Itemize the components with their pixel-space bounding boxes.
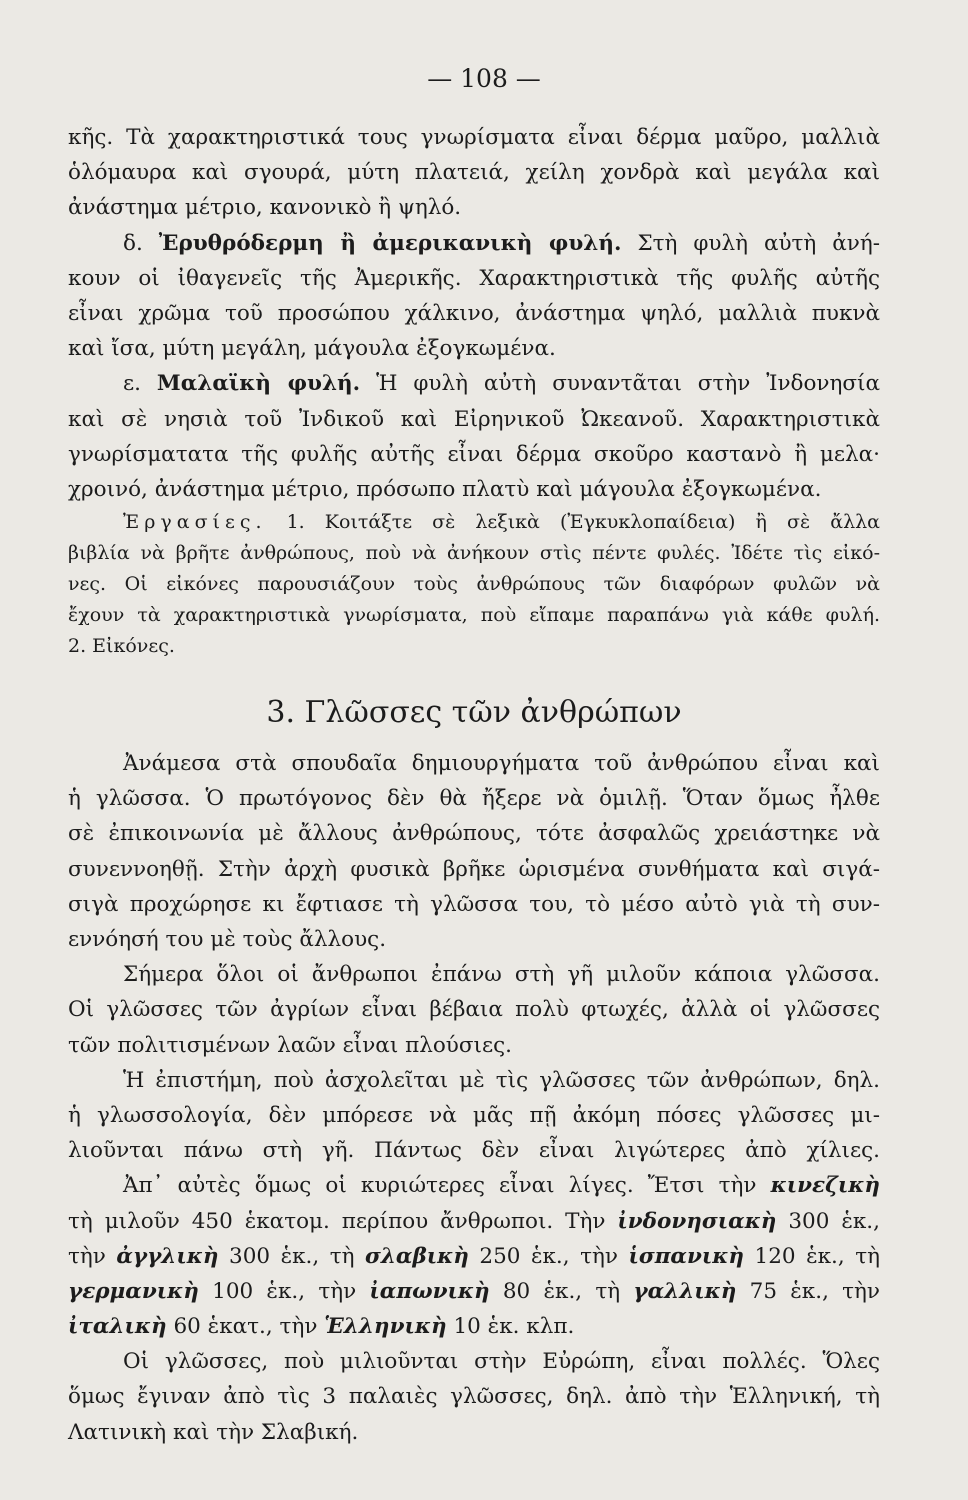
- text-span: 1. Κοιτάξτε σὲ λεξικὰ (Ἐγκυκλοπαίδεια) ἢ σὲ ἄλλα: [266, 511, 880, 534]
- language-italian: ἰταλικὴ: [68, 1314, 167, 1340]
- text-line: κῆς. Τὰ χαρακτηριστικά τους γνωρίσματα εἶναι δέρμα μαῦρο, μαλλιὰ: [68, 125, 880, 150]
- text-line: [68, 1239, 880, 1274]
- text-span: Ἡ φυλὴ αὐτὴ συναντᾶται στὴν Ἰνδονησία: [360, 371, 880, 397]
- text-line: τῶν πολιτισμένων λαῶν εἶναι πλούσιες.: [68, 1032, 512, 1058]
- text-span: 120 ἑκ., τὴ: [744, 1243, 881, 1269]
- text-line: Ἡ ἐπιστήμη, ποὺ ἀσχολεῖται μὲ τὶς γλῶσσες τῶν ἀνθρώπων, δηλ.: [123, 1067, 880, 1093]
- subheading-red-race: Ἐρυθρόδερμη ἢ ἀμερικανικὴ φυλή.: [158, 230, 622, 256]
- language-indonesian: ἰνδονησιακὴ: [617, 1208, 777, 1234]
- text-line: Ἀνάμεσα στὰ σπουδαῖα δημιουργήματα τοῦ ἀνθρώπου εἶναι καὶ: [123, 751, 880, 777]
- text-span: Ἀπ᾿ αὐτὲς ὅμως οἱ κυριώτερες εἶναι λίγες. Ἔτσι τὴν: [123, 1173, 771, 1199]
- text-span: 300 ἑκ.,: [776, 1208, 880, 1234]
- text-span: 300 ἑκ., τὴ: [218, 1243, 365, 1269]
- list-marker: ε.: [123, 371, 157, 397]
- language-french: γαλλικὴ: [633, 1278, 737, 1304]
- text-line: [68, 1168, 880, 1203]
- language-japanese: ἰαπωνικὴ: [369, 1278, 490, 1304]
- text-line: Λατινικὴ καὶ τὴν Σλαβική.: [68, 1419, 359, 1445]
- text-line: [68, 1274, 880, 1309]
- text-line: νες. Οἱ εἰκόνες παρουσιάζουν τοὺς ἀνθρώπους τῶν διαφόρων φυλῶν νὰ: [68, 573, 880, 596]
- text-span: Στὴ φυλὴ αὐτὴ ἀνή-: [621, 230, 880, 256]
- text-line: Σήμερα ὅλοι οἱ ἄνθρωποι ἐπάνω στὴ γῆ μιλοῦν κάποια γλῶσσα.: [123, 962, 880, 988]
- language-english: ἀγγλικὴ: [116, 1243, 219, 1269]
- text-span: 100 ἑκ., τὴν: [198, 1278, 370, 1304]
- text-line: [68, 366, 880, 401]
- text-line: ὁλόμαυρα καὶ σγουρά, μύτη πλατειά, χείλη χονδρὰ καὶ μεγάλα καὶ: [68, 160, 880, 186]
- language-chinese: κινεζικὴ: [770, 1173, 880, 1199]
- language-german: γερμανικὴ: [68, 1278, 199, 1304]
- exercises-line: [68, 507, 880, 538]
- text-line: καὶ σὲ νησιὰ τοῦ Ἰνδικοῦ καὶ Εἰρηνικοῦ Ὠκεανοῦ. Χαρακτηριστικὰ: [68, 406, 880, 432]
- section-heading: 3. Γλῶσσες τῶν ἀνθρώπων: [266, 695, 682, 731]
- text-line: λιοῦνται πάνω στὴ γῆ. Πάντως δὲν εἶναι λιγώτερες ἀπὸ χίλιες.: [68, 1138, 880, 1164]
- page-number: — 108 —: [427, 64, 541, 93]
- text-span: τὴ μιλοῦν 450 ἑκατομ. περίπου ἄνθρωποι. Τὴν: [68, 1208, 618, 1234]
- subheading-malay-race: Μαλαϊκὴ φυλή.: [156, 371, 361, 397]
- text-line: ἡ γλωσσολογία, δὲν μπόρεσε νὰ μᾶς πῇ ἀκόμη πόσες γλῶσσες μι-: [68, 1102, 880, 1128]
- text-line: εννόησή του μὲ τοὺς ἄλλους.: [68, 927, 387, 952]
- text-line: ὅμως ἔγιναν ἀπὸ τὶς 3 παλαιὲς γλῶσσες, δηλ. ἀπὸ τὴν Ἑλληνική, τὴ: [68, 1384, 880, 1410]
- text-line: [68, 1309, 880, 1344]
- text-line: ἡ γλῶσσα. Ὁ πρωτόγονος δὲν θὰ ἤξερε νὰ ὁμιλῇ. Ὅταν ὅμως ἦλθε: [68, 786, 880, 812]
- text-span: 250 ἑκ., τὴν: [468, 1243, 629, 1269]
- text-line: 2. Εἰκόνες.: [68, 635, 175, 658]
- text-line: ἔχουν τὰ χαρακτηριστικὰ γνωρίσματα, ποὺ εἴπαμε παραπάνω γιὰ κάθε φυλή.: [68, 604, 880, 627]
- text-line: κουν οἱ ἰθαγενεῖς τῆς Ἀμερικῆς. Χαρακτηριστικὰ τῆς φυλῆς αὐτῆς: [68, 265, 880, 291]
- text-span: 60 ἑκατ., τὴν: [166, 1314, 325, 1340]
- text-line: ἀνάστημα μέτριο, κανονικὸ ἢ ψηλό.: [68, 195, 462, 221]
- text-line: καὶ ἴσα, μύτη μεγάλη, μάγουλα ἐξογκωμένα.: [68, 336, 556, 362]
- page-body: [68, 120, 880, 1450]
- text-line: χροινό, ἀνάστημα μέτριο, πρόσωπο πλατὺ καὶ μάγουλα ἐξογκωμένα.: [68, 476, 822, 502]
- text-line: βιβλία νὰ βρῆτε ἀνθρώπους, ποὺ νὰ ἀνήκουν στὶς πέντε φυλές. Ἰδέτε τὶς εἰκό-: [68, 542, 880, 565]
- text-span: 75 ἑκ., τὴν: [736, 1278, 880, 1304]
- text-line: εἶναι χρῶμα τοῦ προσώπου χάλκινο, ἀνάστημα ψηλό, μαλλιὰ πυκνὰ: [68, 300, 880, 326]
- language-spanish: ἱσπανικὴ: [628, 1243, 745, 1269]
- language-slavic: σλαβικὴ: [365, 1243, 469, 1269]
- text-line: σὲ ἐπικοινωνία μὲ ἄλλους ἀνθρώπους, τότε ἀσφαλῶς χρειάστηκε νὰ: [68, 821, 880, 847]
- text-line: Οἱ γλῶσσες τῶν ἀγρίων εἶναι βέβαια πολὺ φτωχές, ἀλλὰ οἱ γλῶσσες: [68, 997, 880, 1023]
- text-line: γνωρίσματατα τῆς φυλῆς αὐτῆς εἶναι δέρμα σκοῦρο καστανὸ ἢ μελα·: [68, 441, 880, 467]
- text-line: συνεννοηθῇ. Στὴν ἀρχὴ φυσικὰ βρῆκε ὡρισμένα συνθήματα καὶ σιγά-: [68, 856, 880, 882]
- text-span: τὴν: [68, 1243, 117, 1269]
- text-line: [68, 1204, 880, 1239]
- text-line: [68, 226, 880, 261]
- text-span: 80 ἑκ., τὴ: [489, 1278, 634, 1304]
- language-greek: Ἑλληνικὴ: [324, 1314, 447, 1340]
- text-span: 10 ἑκ. κλπ.: [446, 1314, 575, 1340]
- exercises-label: Ἐργασίες.: [123, 511, 267, 534]
- list-marker: δ.: [123, 230, 159, 256]
- text-line: σιγὰ προχώρησε κι ἔφτιασε τὴ γλῶσσα του, τὸ μέσο αὐτὸ γιὰ τὴ συν-: [68, 891, 880, 917]
- text-line: Οἱ γλῶσσες, ποὺ μιλιοῦνται στὴν Εὐρώπη, εἶναι πολλές. Ὅλες: [123, 1349, 880, 1375]
